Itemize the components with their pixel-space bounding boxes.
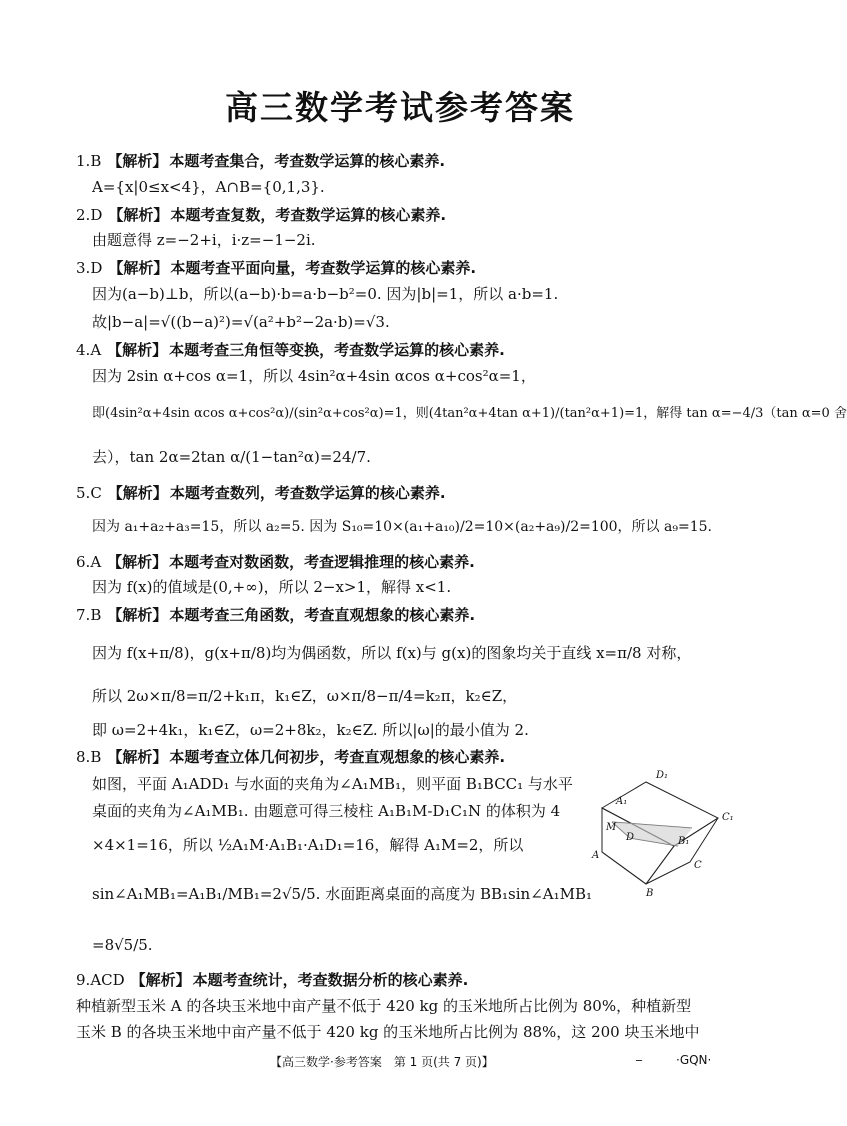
question-number: 6. <box>76 553 91 571</box>
question-description: 本题考查平面向量，考查数学运算的核心素养. <box>170 259 477 277</box>
question-7-header <box>76 606 475 624</box>
question-answer: B <box>90 748 102 766</box>
question-8-line-4: sin∠A₁MB₁=A₁B₁/MB₁=2√5/5. 水面距离桌面的高度为 BB₁sin∠A₁MB₁ <box>92 885 593 903</box>
question-description: 本题考查立体几何初步，考查直观想象的核心素养. <box>169 748 506 766</box>
question-description: 本题考查三角恒等变换，考查数学运算的核心素养. <box>169 341 505 359</box>
analysis-tag: 【解析】 <box>107 606 168 624</box>
label-b: B <box>646 888 654 899</box>
question-answer: B <box>90 152 102 170</box>
question-8-line-3: ×4×1=16，所以 ½A₁M·A₁B₁·A₁D₁=16，解得 A₁M=2，所以 <box>92 836 524 854</box>
front-face <box>602 808 674 884</box>
question-9-line-2: 玉米 B 的各块玉米地中亩产量不低于 420 kg 的玉米地所占比例为 88%，这 200 块玉米地中 <box>76 1023 700 1041</box>
question-7-line-1: 因为 f(x+π/8)，g(x+π/8)均为偶函数，所以 f(x)与 g(x)的图象均关于直线 x=π/8 对称， <box>92 644 692 662</box>
question-number: 8. <box>76 748 91 766</box>
question-answer: D <box>90 206 103 224</box>
question-2-line-1: 由题意得 z=−2+i，i·z=−1−2i. <box>92 231 316 249</box>
analysis-tag: 【解析】 <box>107 553 168 571</box>
question-number: 3. <box>76 259 91 277</box>
question-1-header <box>76 152 445 170</box>
label-d: D <box>626 832 635 843</box>
question-description: 本题考查复数，考查数学运算的核心素养. <box>170 206 447 224</box>
question-answer: D <box>90 259 103 277</box>
question-4-line-1: 因为 2sin α+cos α=1，所以 4sin²α+4sin αcos α+cos²α=1， <box>92 367 536 385</box>
question-answer: A <box>90 341 102 359</box>
question-1-line-1: A={x|0≤x<4}，A∩B={0,1,3}. <box>92 178 325 196</box>
question-9-line-1: 种植新型玉米 A 的各块玉米地中亩产量不低于 420 kg 的玉米地所占比例为 80%，种植新型 <box>76 997 692 1015</box>
label-d1: D₁ <box>656 770 669 781</box>
question-4-header <box>76 341 505 359</box>
question-description: 本题考查三角函数，考查直观想象的核心素养. <box>169 606 476 624</box>
question-answer: B <box>90 606 102 624</box>
question-number: 2. <box>76 206 91 224</box>
question-3-line-1: 因为(a−b)⊥b，所以(a−b)·b=a·b−b²=0. 因为|b|=1，所以 a·b=1. <box>92 285 559 303</box>
question-6-header <box>76 553 475 571</box>
question-number: 5. <box>76 484 91 502</box>
label-c: C <box>694 860 702 871</box>
question-4-line-3: 去），tan 2α=2tan α/(1−tan²α)=24/7. <box>92 448 371 466</box>
analysis-tag: 【解析】 <box>108 259 169 277</box>
question-answer: C <box>90 484 102 502</box>
question-7-line-3: 即 ω=2+4k₁，k₁∈Z，ω=2+8k₂，k₂∈Z. 所以|ω|的最小值为 2. <box>92 721 529 739</box>
footer-page-info: 【高三数学·参考答案 第 1 页(共 7 页)】 <box>270 1055 494 1069</box>
question-5-line-1: 因为 a₁+a₂+a₃=15，所以 a₂=5. 因为 S₁₀=10×(a₁+a₁₀)/2=10×(a₂+a₉)/2=100，所以 a₉=15. <box>92 519 712 535</box>
question-3-line-2: 故|b−a|=√((b−a)²)=√(a²+b²−2a·b)=√3. <box>92 313 390 331</box>
question-2-header <box>76 206 446 224</box>
question-number: 9. <box>76 971 91 989</box>
prism-figure <box>592 768 732 900</box>
analysis-tag: 【解析】 <box>107 748 168 766</box>
label-b1: B₁ <box>678 836 690 847</box>
question-8-line-1: 如图，平面 A₁ADD₁ 与水面的夹角为∠A₁MB₁，则平面 B₁BCC₁ 与水平 <box>92 775 573 793</box>
question-description: 本题考查统计，考查数据分析的核心素养. <box>192 971 469 989</box>
analysis-tag: 【解析】 <box>107 484 168 502</box>
question-description: 本题考查对数函数，考查逻辑推理的核心素养. <box>169 553 475 571</box>
question-8-line-5: =8√5/5. <box>92 936 153 954</box>
footer-code: ·GQN· <box>676 1053 712 1067</box>
question-number: 1. <box>76 152 91 170</box>
question-description: 本题考查集合，考查数学运算的核心素养. <box>169 152 446 170</box>
label-c1: C₁ <box>722 812 734 823</box>
question-answer: ACD <box>90 971 125 989</box>
question-answer: A <box>90 553 102 571</box>
question-number: 7. <box>76 606 91 624</box>
question-description: 本题考查数列，考查数学运算的核心素养. <box>169 484 446 502</box>
label-m: M <box>606 822 617 833</box>
page-title: 高三数学考试参考答案 <box>225 88 575 127</box>
question-4-line-2: 即(4sin²α+4sin αcos α+cos²α)/(sin²α+cos²α)=1，则(4tan²α+4tan α+1)/(tan²α+1)=1，解得 tan α=−4/3（tan α=0 舍 <box>92 406 847 421</box>
bottom-edge <box>602 852 646 884</box>
label-a: A <box>592 850 600 861</box>
analysis-tag: 【解析】 <box>107 152 168 170</box>
question-3-header <box>76 259 476 277</box>
question-7-line-2: 所以 2ω×π/8=π/2+k₁π，k₁∈Z，ω×π/8−π/4=k₂π，k₂∈Z， <box>92 687 518 705</box>
question-number: 4. <box>76 341 91 359</box>
question-5-header <box>76 484 446 502</box>
footer-dash: _ <box>636 1047 642 1061</box>
analysis-tag: 【解析】 <box>107 341 168 359</box>
question-8-header <box>76 748 505 766</box>
question-8-line-2: 桌面的夹角为∠A₁MB₁. 由题意可得三棱柱 A₁B₁M-D₁C₁N 的体积为 4 <box>92 802 561 820</box>
analysis-tag: 【解析】 <box>108 206 169 224</box>
analysis-tag: 【解析】 <box>130 971 191 989</box>
question-6-line-1: 因为 f(x)的值域是(0,+∞)，所以 2−x>1，解得 x<1. <box>92 578 452 596</box>
label-a1: A₁ <box>616 796 628 807</box>
question-9-header <box>76 971 468 989</box>
